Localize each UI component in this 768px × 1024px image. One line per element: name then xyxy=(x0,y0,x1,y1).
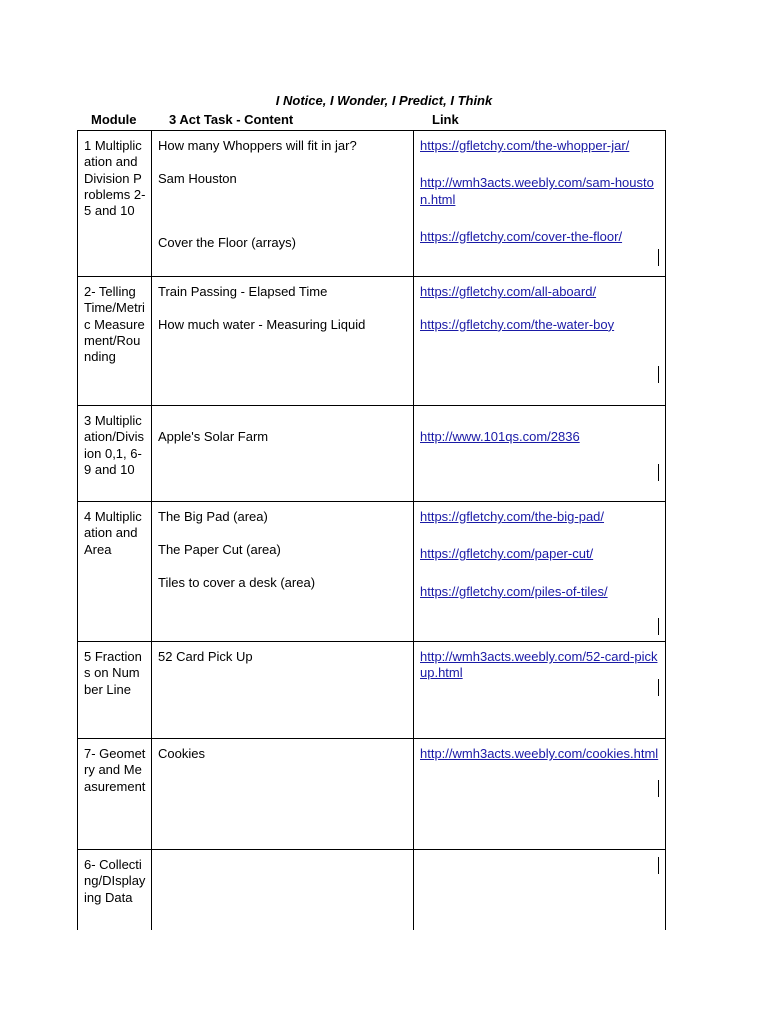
task-link[interactable]: https://gfletchy.com/paper-cut/ xyxy=(420,546,594,562)
table-row xyxy=(78,277,666,406)
task-link[interactable]: https://gfletchy.com/cover-the-floor/ xyxy=(420,228,623,244)
task-link[interactable]: http://www.101qs.com/2836 xyxy=(420,429,580,444)
task-link[interactable]: https://gfletchy.com/the-big-pad/ xyxy=(420,509,605,524)
column-header-content: 3 Act Task - Content xyxy=(169,112,294,127)
text-cursor xyxy=(658,366,659,383)
task-link[interactable]: https://gfletchy.com/the-water-boy xyxy=(420,316,615,332)
link-cell xyxy=(414,277,666,406)
link-cell xyxy=(414,642,666,739)
text-cursor xyxy=(658,464,659,481)
content-cell xyxy=(152,642,414,739)
task-name: Apple's Solar Farm xyxy=(158,429,269,444)
module-cell: 7- Geometry and Measurement xyxy=(78,739,152,850)
task-link[interactable]: https://gfletchy.com/all-aboard/ xyxy=(420,284,597,299)
task-link[interactable]: https://gfletchy.com/the-whopper-jar/ xyxy=(420,138,630,153)
content-cell xyxy=(152,739,414,850)
task-name: Cover the Floor (arrays) xyxy=(158,235,296,251)
task-name: Tiles to cover a desk (area) xyxy=(158,574,316,590)
text-cursor xyxy=(658,618,659,635)
task-link[interactable]: http://wmh3acts.weebly.com/52-card-pickup.html xyxy=(420,649,658,681)
module-cell: 6- Collecting/DIsplaying Data xyxy=(78,850,152,930)
table-row xyxy=(78,502,666,642)
modules-table xyxy=(77,130,666,930)
table-row xyxy=(78,739,666,850)
task-name: Sam Houston xyxy=(158,170,237,186)
task-name: Train Passing - Elapsed Time xyxy=(158,284,328,299)
column-header-link: Link xyxy=(432,112,459,127)
module-cell: 1 Multiplication and Division Problems 2-5 and 10 xyxy=(78,131,152,277)
task-link[interactable]: http://wmh3acts.weebly.com/sam-houston.html xyxy=(420,175,654,207)
task-name: 52 Card Pick Up xyxy=(158,649,253,664)
document-title: I Notice, I Wonder, I Predict, I Think xyxy=(275,93,493,108)
table-row xyxy=(78,406,666,502)
module-cell: 4 Multiplication and Area xyxy=(78,502,152,642)
content-cell xyxy=(152,131,414,277)
task-name: The Paper Cut (area) xyxy=(158,541,281,557)
module-cell: 5 Fractions on Number Line xyxy=(78,642,152,739)
task-link[interactable]: http://wmh3acts.weebly.com/cookies.html xyxy=(420,746,659,761)
content-cell xyxy=(152,502,414,642)
link-cell xyxy=(414,502,666,642)
link-cell xyxy=(414,850,666,930)
text-cursor xyxy=(658,780,659,797)
text-cursor xyxy=(658,679,659,696)
content-cell xyxy=(152,850,414,930)
module-cell: 2- Telling Time/Metric Measurement/Rounding xyxy=(78,277,152,406)
link-cell xyxy=(414,406,666,502)
task-name: The Big Pad (area) xyxy=(158,509,268,524)
table-row xyxy=(78,850,666,930)
module-cell: 3 Multiplication/Division 0,1, 6-9 and 10 xyxy=(78,406,152,502)
link-cell xyxy=(414,131,666,277)
text-cursor xyxy=(658,857,659,874)
task-name: How many Whoppers will fit in jar? xyxy=(158,138,357,153)
link-cell xyxy=(414,739,666,850)
text-cursor xyxy=(658,249,659,266)
task-name: How much water - Measuring Liquid xyxy=(158,316,366,332)
table-row xyxy=(78,131,666,277)
content-cell xyxy=(152,277,414,406)
table-row xyxy=(78,642,666,739)
task-link[interactable]: https://gfletchy.com/piles-of-tiles/ xyxy=(420,583,608,599)
task-name: Cookies xyxy=(158,746,205,761)
column-header-module: Module xyxy=(91,112,137,127)
content-cell xyxy=(152,406,414,502)
